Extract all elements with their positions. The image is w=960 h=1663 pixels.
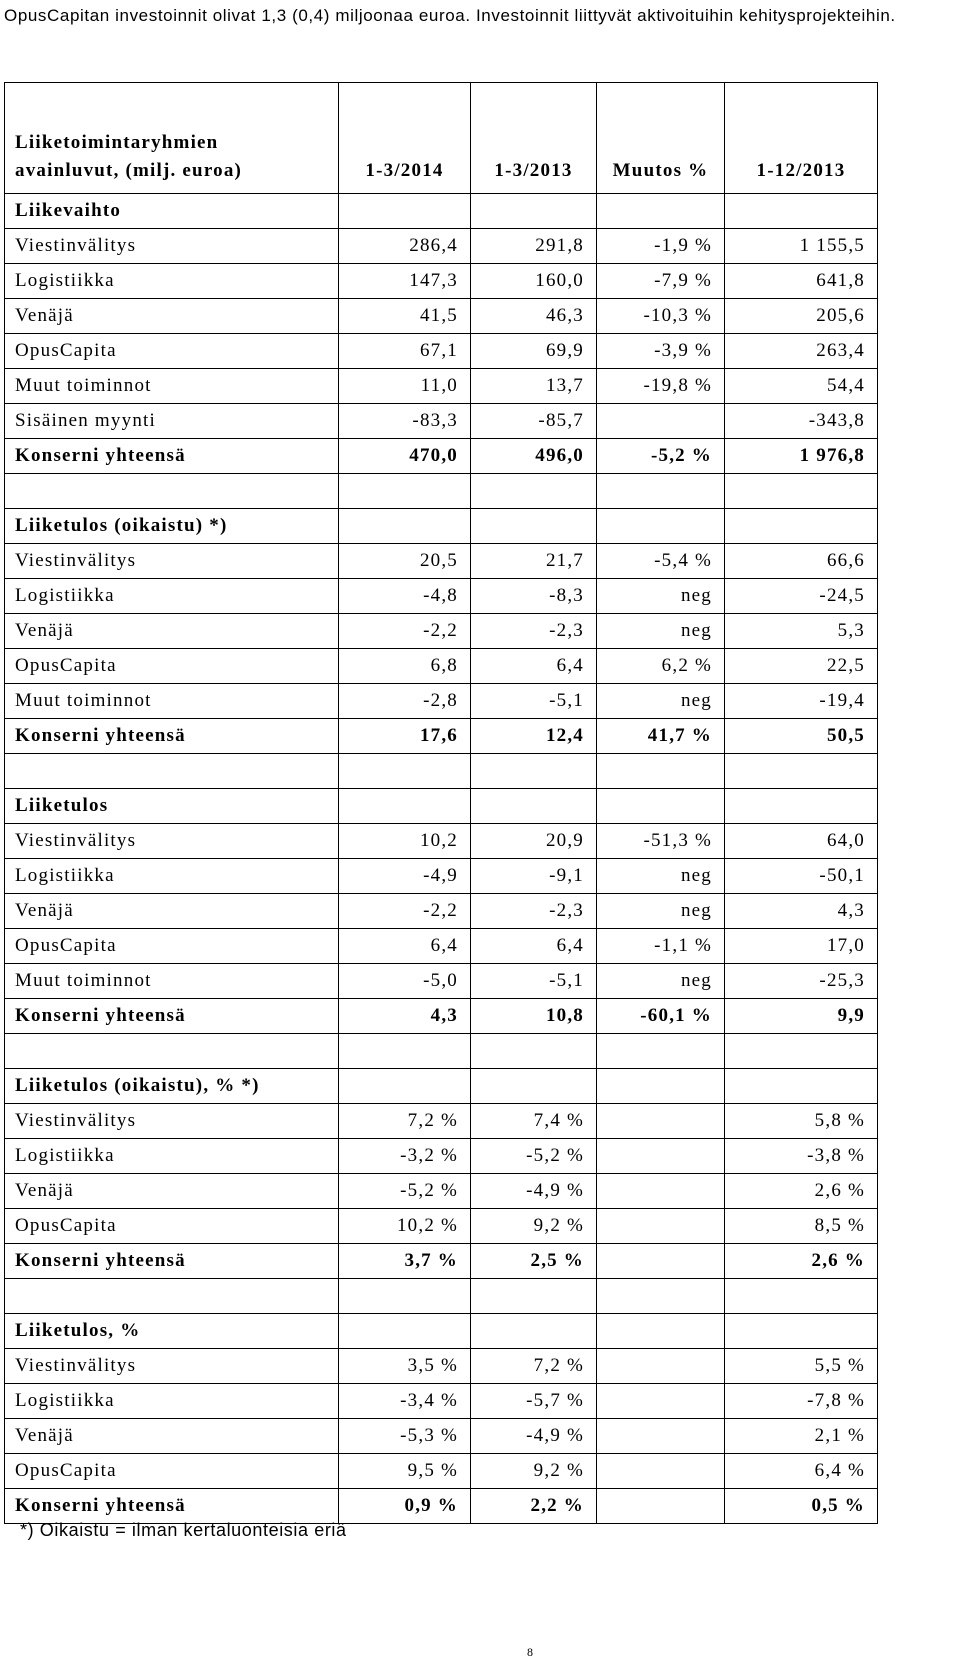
row-label: Venäjä — [5, 299, 339, 334]
table-row — [5, 544, 878, 579]
value-1-3-2013: 7,4 % — [471, 1104, 597, 1139]
value-change: -7,9 % — [597, 264, 725, 299]
value-1-12-2013: -19,4 — [725, 684, 878, 719]
row-label: Viestinvälitys — [5, 544, 339, 579]
value-1-3-2014: -2,8 — [339, 684, 471, 719]
table-row — [5, 614, 878, 649]
value-1-3-2014: 10,2 % — [339, 1209, 471, 1244]
value-1-12-2013: 50,5 — [725, 719, 878, 754]
value-1-3-2013: -2,3 — [471, 614, 597, 649]
row-label: Konserni yhteensä — [5, 439, 339, 474]
row-label: Venäjä — [5, 894, 339, 929]
empty-cell — [471, 1279, 597, 1314]
value-change: -10,3 % — [597, 299, 725, 334]
value-1-3-2014: 4,3 — [339, 999, 471, 1034]
value-1-3-2013: 291,8 — [471, 229, 597, 264]
value-1-3-2013: -5,2 % — [471, 1139, 597, 1174]
value-1-3-2014: 0,9 % — [339, 1489, 471, 1524]
section-title-row — [5, 1069, 878, 1104]
section-title: Liiketulos (oikaistu), % *) — [5, 1069, 339, 1104]
value-1-3-2014: -83,3 — [339, 404, 471, 439]
value-change — [597, 1209, 725, 1244]
value-1-3-2013: 2,5 % — [471, 1244, 597, 1279]
table-row — [5, 1209, 878, 1244]
row-label: Konserni yhteensä — [5, 999, 339, 1034]
row-label: OpusCapita — [5, 1209, 339, 1244]
value-1-3-2013: -5,1 — [471, 964, 597, 999]
value-change — [597, 1244, 725, 1279]
empty-cell — [471, 1314, 597, 1349]
empty-cell — [597, 1034, 725, 1069]
value-1-3-2014: -3,2 % — [339, 1139, 471, 1174]
value-change — [597, 1489, 725, 1524]
section-title: Liiketulos — [5, 789, 339, 824]
value-1-3-2013: 20,9 — [471, 824, 597, 859]
table-row — [5, 1454, 878, 1489]
value-1-12-2013: 263,4 — [725, 334, 878, 369]
value-1-3-2014: -5,0 — [339, 964, 471, 999]
table-row — [5, 404, 878, 439]
empty-cell — [471, 509, 597, 544]
key-figures-table — [4, 82, 878, 1524]
value-change: 41,7 % — [597, 719, 725, 754]
value-1-12-2013: 1 976,8 — [725, 439, 878, 474]
section-title: Liiketulos (oikaistu) *) — [5, 509, 339, 544]
section-title-row — [5, 509, 878, 544]
empty-cell — [339, 1279, 471, 1314]
value-1-12-2013: 0,5 % — [725, 1489, 878, 1524]
table-row — [5, 579, 878, 614]
row-label: Konserni yhteensä — [5, 1489, 339, 1524]
value-1-12-2013: 641,8 — [725, 264, 878, 299]
value-change — [597, 1139, 725, 1174]
value-1-3-2013: 46,3 — [471, 299, 597, 334]
value-1-12-2013: -24,5 — [725, 579, 878, 614]
value-1-3-2013: -5,1 — [471, 684, 597, 719]
value-change: -3,9 % — [597, 334, 725, 369]
value-1-12-2013: 5,3 — [725, 614, 878, 649]
total-row — [5, 1244, 878, 1279]
value-1-3-2014: 11,0 — [339, 369, 471, 404]
empty-cell — [597, 509, 725, 544]
value-1-3-2014: 41,5 — [339, 299, 471, 334]
value-change: -60,1 % — [597, 999, 725, 1034]
empty-cell — [471, 474, 597, 509]
row-label: Logistiikka — [5, 264, 339, 299]
row-label: OpusCapita — [5, 929, 339, 964]
empty-cell — [471, 789, 597, 824]
value-1-12-2013: 66,6 — [725, 544, 878, 579]
empty-cell — [597, 194, 725, 229]
empty-cell — [725, 1069, 878, 1104]
value-1-12-2013: 205,6 — [725, 299, 878, 334]
value-1-3-2013: 12,4 — [471, 719, 597, 754]
empty-cell — [5, 1279, 339, 1314]
value-1-3-2014: 10,2 — [339, 824, 471, 859]
value-change — [597, 1104, 725, 1139]
row-label: Logistiikka — [5, 1139, 339, 1174]
total-row — [5, 999, 878, 1034]
value-1-3-2014: 3,7 % — [339, 1244, 471, 1279]
value-1-3-2014: 147,3 — [339, 264, 471, 299]
value-1-3-2014: -4,8 — [339, 579, 471, 614]
spacer-row — [5, 1279, 878, 1314]
value-1-3-2014: 3,5 % — [339, 1349, 471, 1384]
value-change: -5,2 % — [597, 439, 725, 474]
value-change — [597, 1384, 725, 1419]
value-1-3-2013: 21,7 — [471, 544, 597, 579]
footnote: *) Oikaistu = ilman kertaluonteisia eriä — [20, 1520, 347, 1540]
empty-cell — [339, 789, 471, 824]
row-label: Venäjä — [5, 614, 339, 649]
table-row — [5, 1174, 878, 1209]
table-row — [5, 264, 878, 299]
value-change — [597, 404, 725, 439]
header-col-1-3-2014: 1-3/2014 — [339, 83, 471, 194]
value-1-3-2013: 6,4 — [471, 649, 597, 684]
value-change: neg — [597, 964, 725, 999]
section-title-row — [5, 194, 878, 229]
table-row — [5, 964, 878, 999]
table-header-row — [5, 83, 878, 194]
value-1-3-2013: -4,9 % — [471, 1174, 597, 1209]
value-1-3-2013: 2,2 % — [471, 1489, 597, 1524]
value-1-12-2013: 64,0 — [725, 824, 878, 859]
table-row — [5, 1139, 878, 1174]
row-label: Muut toiminnot — [5, 369, 339, 404]
empty-cell — [725, 1314, 878, 1349]
spacer-row — [5, 474, 878, 509]
value-1-3-2014: 7,2 % — [339, 1104, 471, 1139]
value-1-3-2014: 6,8 — [339, 649, 471, 684]
total-row — [5, 719, 878, 754]
value-change — [597, 1349, 725, 1384]
row-label: OpusCapita — [5, 1454, 339, 1489]
value-change: -51,3 % — [597, 824, 725, 859]
value-1-3-2013: -9,1 — [471, 859, 597, 894]
row-label: Sisäinen myynti — [5, 404, 339, 439]
value-1-3-2013: -8,3 — [471, 579, 597, 614]
empty-cell — [339, 1069, 471, 1104]
empty-cell — [339, 474, 471, 509]
value-1-3-2013: 496,0 — [471, 439, 597, 474]
value-change: neg — [597, 894, 725, 929]
spacer-row — [5, 754, 878, 789]
value-1-3-2014: -2,2 — [339, 614, 471, 649]
row-label: Logistiikka — [5, 859, 339, 894]
value-1-12-2013: 17,0 — [725, 929, 878, 964]
table-row — [5, 859, 878, 894]
value-1-12-2013: 2,6 % — [725, 1174, 878, 1209]
section-title: Liiketulos, % — [5, 1314, 339, 1349]
empty-cell — [597, 789, 725, 824]
header-col-1-3-2013: 1-3/2013 — [471, 83, 597, 194]
empty-cell — [5, 754, 339, 789]
empty-cell — [725, 194, 878, 229]
empty-cell — [339, 754, 471, 789]
empty-cell — [471, 194, 597, 229]
value-change — [597, 1174, 725, 1209]
empty-cell — [597, 474, 725, 509]
value-1-12-2013: 2,1 % — [725, 1419, 878, 1454]
row-label: OpusCapita — [5, 649, 339, 684]
value-change: neg — [597, 859, 725, 894]
empty-cell — [471, 754, 597, 789]
value-1-3-2014: -4,9 — [339, 859, 471, 894]
value-change: neg — [597, 579, 725, 614]
table-row — [5, 684, 878, 719]
row-label: Logistiikka — [5, 579, 339, 614]
value-1-3-2013: 9,2 % — [471, 1454, 597, 1489]
value-1-3-2014: -5,3 % — [339, 1419, 471, 1454]
empty-cell — [725, 789, 878, 824]
header-col-1-12-2013: 1-12/2013 — [725, 83, 878, 194]
empty-cell — [725, 474, 878, 509]
value-change: -19,8 % — [597, 369, 725, 404]
value-1-3-2013: 69,9 — [471, 334, 597, 369]
empty-cell — [339, 1034, 471, 1069]
empty-cell — [597, 1069, 725, 1104]
empty-cell — [5, 1034, 339, 1069]
value-1-3-2014: 286,4 — [339, 229, 471, 264]
value-change: -1,1 % — [597, 929, 725, 964]
table-row — [5, 929, 878, 964]
row-label: Venäjä — [5, 1419, 339, 1454]
value-1-12-2013: -7,8 % — [725, 1384, 878, 1419]
row-label: Viestinvälitys — [5, 229, 339, 264]
page-number: 8 — [527, 1645, 533, 1659]
value-1-3-2013: 9,2 % — [471, 1209, 597, 1244]
value-change: -1,9 % — [597, 229, 725, 264]
empty-cell — [597, 1279, 725, 1314]
value-1-3-2013: 7,2 % — [471, 1349, 597, 1384]
value-1-3-2014: 6,4 — [339, 929, 471, 964]
empty-cell — [471, 1069, 597, 1104]
intro-paragraph: OpusCapitan investoinnit olivat 1,3 (0,4) miljoonaa euroa. Investoinnit liittyvät aktivoituihin kehitysprojekteihin. — [4, 6, 896, 25]
value-1-3-2013: 10,8 — [471, 999, 597, 1034]
empty-cell — [725, 754, 878, 789]
value-1-3-2014: 470,0 — [339, 439, 471, 474]
value-1-12-2013: 2,6 % — [725, 1244, 878, 1279]
spacer-row — [5, 1034, 878, 1069]
value-1-3-2014: 9,5 % — [339, 1454, 471, 1489]
value-1-3-2013: 6,4 — [471, 929, 597, 964]
value-1-12-2013: 6,4 % — [725, 1454, 878, 1489]
empty-cell — [339, 1314, 471, 1349]
empty-cell — [725, 1279, 878, 1314]
row-label: Venäjä — [5, 1174, 339, 1209]
table-row — [5, 1104, 878, 1139]
header-label: Liiketoimintaryhmien avainluvut, (milj. euroa) — [5, 83, 339, 194]
value-1-12-2013: 5,8 % — [725, 1104, 878, 1139]
table-row — [5, 1419, 878, 1454]
value-change: neg — [597, 684, 725, 719]
row-label: Muut toiminnot — [5, 964, 339, 999]
empty-cell — [5, 474, 339, 509]
value-1-12-2013: 9,9 — [725, 999, 878, 1034]
section-title: Liikevaihto — [5, 194, 339, 229]
table-row — [5, 299, 878, 334]
value-change: 6,2 % — [597, 649, 725, 684]
value-1-3-2013: 160,0 — [471, 264, 597, 299]
row-label: Konserni yhteensä — [5, 1244, 339, 1279]
value-1-3-2014: 17,6 — [339, 719, 471, 754]
table-row — [5, 894, 878, 929]
row-label: Viestinvälitys — [5, 1104, 339, 1139]
value-1-12-2013: 54,4 — [725, 369, 878, 404]
row-label: Konserni yhteensä — [5, 719, 339, 754]
value-1-3-2013: -2,3 — [471, 894, 597, 929]
value-1-12-2013: -25,3 — [725, 964, 878, 999]
header-col-change: Muutos % — [597, 83, 725, 194]
table-row — [5, 334, 878, 369]
table-row — [5, 369, 878, 404]
table-row — [5, 649, 878, 684]
value-1-3-2014: -3,4 % — [339, 1384, 471, 1419]
section-title-row — [5, 789, 878, 824]
value-1-3-2014: -2,2 — [339, 894, 471, 929]
value-1-3-2014: 67,1 — [339, 334, 471, 369]
value-1-12-2013: -50,1 — [725, 859, 878, 894]
row-label: Muut toiminnot — [5, 684, 339, 719]
table-row — [5, 229, 878, 264]
total-row — [5, 1489, 878, 1524]
value-1-3-2014: -5,2 % — [339, 1174, 471, 1209]
value-1-3-2013: -85,7 — [471, 404, 597, 439]
row-label: Logistiikka — [5, 1384, 339, 1419]
value-1-12-2013: -343,8 — [725, 404, 878, 439]
value-1-3-2013: -5,7 % — [471, 1384, 597, 1419]
row-label: Viestinvälitys — [5, 1349, 339, 1384]
empty-cell — [597, 1314, 725, 1349]
value-1-12-2013: 5,5 % — [725, 1349, 878, 1384]
empty-cell — [339, 194, 471, 229]
total-row — [5, 439, 878, 474]
empty-cell — [725, 1034, 878, 1069]
empty-cell — [339, 509, 471, 544]
value-1-12-2013: 8,5 % — [725, 1209, 878, 1244]
table-row — [5, 1384, 878, 1419]
value-1-12-2013: 22,5 — [725, 649, 878, 684]
value-change — [597, 1454, 725, 1489]
value-1-3-2013: -4,9 % — [471, 1419, 597, 1454]
value-change: -5,4 % — [597, 544, 725, 579]
value-1-3-2013: 13,7 — [471, 369, 597, 404]
value-change: neg — [597, 614, 725, 649]
value-1-12-2013: -3,8 % — [725, 1139, 878, 1174]
empty-cell — [725, 509, 878, 544]
value-1-12-2013: 4,3 — [725, 894, 878, 929]
section-title-row — [5, 1314, 878, 1349]
table-row — [5, 1349, 878, 1384]
empty-cell — [597, 754, 725, 789]
table-row — [5, 824, 878, 859]
value-1-3-2014: 20,5 — [339, 544, 471, 579]
value-1-12-2013: 1 155,5 — [725, 229, 878, 264]
row-label: OpusCapita — [5, 334, 339, 369]
row-label: Viestinvälitys — [5, 824, 339, 859]
empty-cell — [471, 1034, 597, 1069]
value-change — [597, 1419, 725, 1454]
